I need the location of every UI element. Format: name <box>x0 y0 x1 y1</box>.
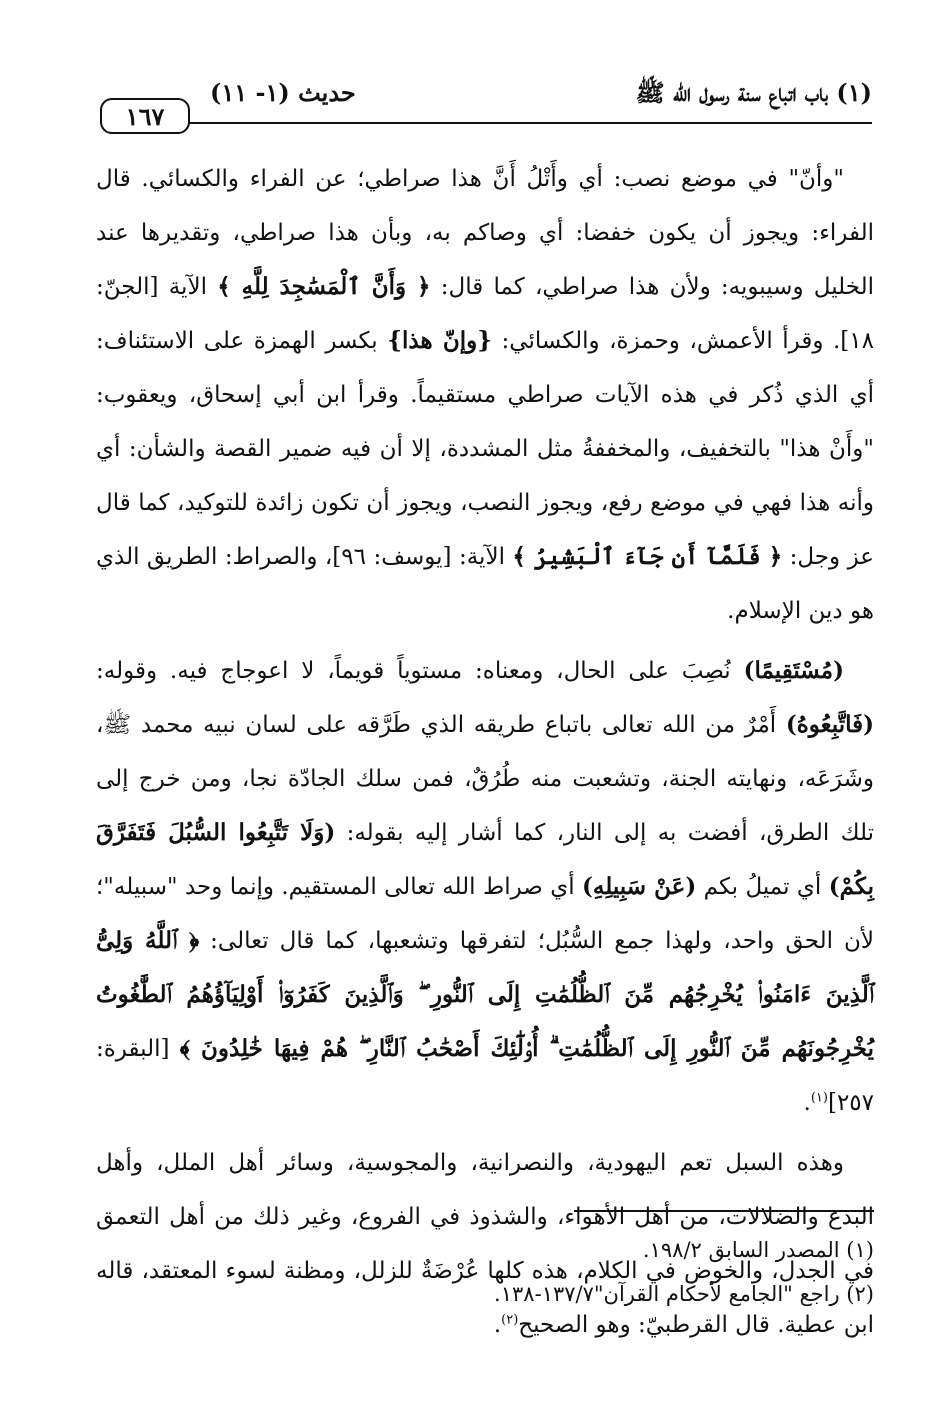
p3-text-1: وهذه السبل تعم اليهودية، والنصرانية، والمجوسية، وسائر أهل الملل، وأهل البدع والضلالات، من أهل الأهواء، والشذوذ في الفروع، وغير ذلك من أهل التعمق في الجدل، والخوض في الكلام، هذه كلها عُرْضَةٌ للزلل، ومظنة لسوء المعتقد، قاله ابن عطية. قال القرطبيّ: وهو الصحيح <box>96 1150 874 1338</box>
page-header <box>100 78 872 138</box>
footnote-2: (٢) راجع "الجامع لأحكام القرآن"١٣٧/٧-١٣٨. <box>494 1282 874 1306</box>
p1-text-1: "وأنّ" في موضع نصب: أي وأَتْلُ أَنَّ هذا صراطي؛ عن الفراء والكسائي. قال الفراء: ويجوز أن يكون خفضا: أي وصاكم به، وبأن هذا صراطي، وتقديرها عند الخليل وسيبويه: ولأن هذا صراطي، كما قال: <box>96 166 875 300</box>
footnote-1: (١) المصدر السابق ١٩٨/٢. <box>642 1238 874 1262</box>
p3-text-2: . <box>493 1312 502 1338</box>
paragraph-2 <box>96 644 874 1130</box>
footnote-ref-1[interactable]: (١) <box>810 1090 828 1106</box>
footnotes <box>96 1228 874 1316</box>
main-text <box>96 152 874 1352</box>
quran-quote-1: ﴿ وَأَنَّ ٱلْمَسَٰجِدَ لِلَّهِ ﴾ <box>217 273 431 300</box>
hadith-range: حديث (١- ١١) <box>210 78 356 107</box>
paragraph-1 <box>96 152 874 638</box>
p2-text-5: [البقرة: ٢٥٧] <box>96 1036 874 1116</box>
quran-quote-2: ﴿ فَلَمَّآ أَن جَآءَ ٱلْبَشِيرُ ﴾ <box>512 543 783 570</box>
keyword-fattabiuh: (فَاتَّبِعُوهُ) <box>785 711 874 738</box>
reading-quote: {وإنّ هذا} <box>387 327 492 354</box>
footnote-divider <box>574 1210 874 1212</box>
p1-text-4: الآية: [يوسف: ٩٦]، والصراط: الطريق الذي هو دين الإسلام. <box>96 544 874 624</box>
page-number-text: ١٦٧ <box>125 101 165 131</box>
header-divider <box>186 122 872 124</box>
p2-text-2: أَمْرٌ من الله تعالى باتباع طريقه الذي طَرَّقه على لسان نبيه محمد ﷺ، وشَرَعَه، ونهايته الجنة، وتشعبت منه طُرُقٌ، فمن سلك الجادّة نجا، ومن خرج إلى تلك الطرق، أفضت به إلى النار، كما أشار إليه بقوله: <box>96 712 874 846</box>
p2-text-6: . <box>803 1090 811 1116</box>
quran-quote-3: ﴿ ٱللَّهُ وَلِىُّ ٱلَّذِينَ ءَامَنُوا۟ يُخْرِجُهُم مِّنَ ٱلظُّلُمَٰتِ إِلَى ٱلنُّورِ ۖ وَٱلَّذِينَ كَفَرُوٓا۟ أَوْلِيَآؤُهُمُ ٱلطَّٰغُوتُ يُخْرِجُونَهُم مِّنَ ٱلنُّورِ إِلَى ٱلظُّلُمَٰتِ ۗ أُو۟لَٰٓئِكَ أَصْحَٰبُ ٱلنَّارِ ۖ هُمْ فِيهَا خَٰلِدُونَ ﴾ <box>96 927 874 1062</box>
keyword-an-sabilih: (عَنْ سَبِيلِهِ) <box>582 873 697 900</box>
chapter-title: (١) باب اتباع سنة رسول الله ﷺ <box>635 78 872 107</box>
keyword-la-tattabiu: (وَلَا تَتَّبِعُوا السُّبُلَ فَتَفَرَّقَ بِكُمْ) <box>96 819 874 900</box>
p1-text-3: بكسر الهمزة على الاستئناف: أي الذي ذُكر في هذه الآيات صراطي مستقيماً. وقرأ ابن أبي إسحاق، ويعقوب: "وأَنْ هذا" بالتخفيف، والمخففةُ مثل المشددة، إلا أن فيه ضمير القصة والشأن: أي وأنه هذا فهي في موضع رفع، ويجوز النصب، ويجوز أن تكون زائدة للتوكيد، كما قال عز وجل: <box>96 328 874 570</box>
p2-text-3: أي تميلُ بكم <box>696 874 829 900</box>
p2-text-1: نُصِبَ على الحال، ومعناه: مستوياً قويماً، لا اعوجاج فيه. وقوله: <box>96 658 744 684</box>
page-number <box>100 98 190 134</box>
p2-text-4: أي صراط الله تعالى المستقيم. وإنما وحد "سبيله"؛ لأن الحق واحد، ولهذا جمع السُّبُل؛ لتفرقها وتشعبها، كما قال تعالى: <box>96 874 874 954</box>
p1-text-2: الآية [الجنّ: ١٨]. وقرأ الأعمش، وحمزة، والكسائي: <box>96 274 874 354</box>
footnote-ref-2[interactable]: (٢) <box>501 1312 519 1328</box>
keyword-mustaqim: (مُسْتَقِيمًا) <box>743 657 844 684</box>
